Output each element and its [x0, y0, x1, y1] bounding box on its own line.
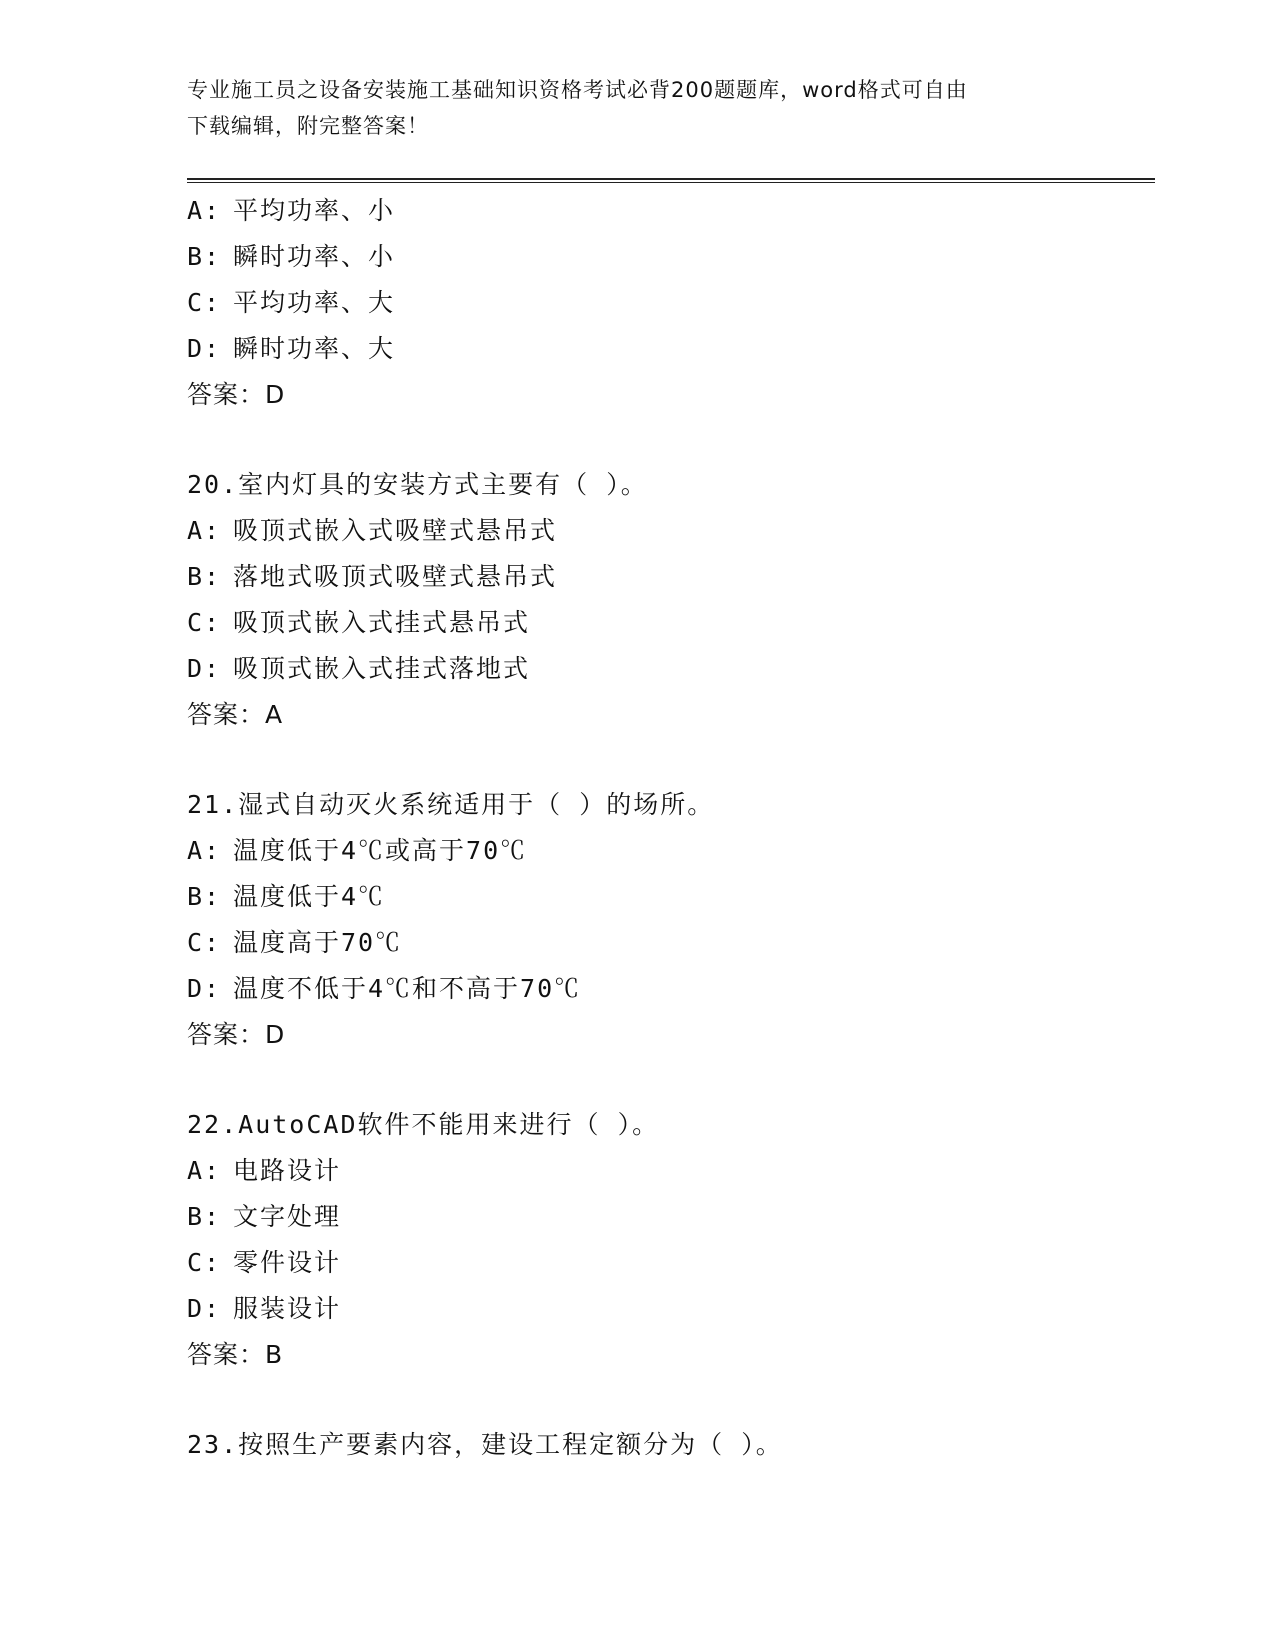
header-line-2: 下载编辑，附完整答案！ — [187, 114, 429, 138]
option-label: A: — [187, 1156, 222, 1185]
question-stem: 21.湿式自动灭火系统适用于（ ）的场所。 — [187, 790, 715, 819]
option-d — [187, 326, 1147, 372]
question-stem: 22.AutoCAD软件不能用来进行（ ）。 — [187, 1110, 660, 1139]
spacer — [187, 1378, 1147, 1422]
option-text: 吸顶式嵌入式挂式悬吊式 — [233, 608, 531, 637]
question-20 — [187, 462, 1147, 738]
option-label: D: — [187, 334, 222, 363]
option-c — [187, 920, 1147, 966]
option-label: C: — [187, 288, 222, 317]
option-text: 瞬时功率、小 — [233, 242, 396, 271]
option-label: A: — [187, 836, 222, 865]
option-text: 温度低于4℃ — [233, 882, 386, 911]
question-21 — [187, 782, 1147, 1058]
option-text: 平均功率、小 — [233, 196, 396, 225]
option-label: C: — [187, 928, 222, 957]
option-b — [187, 554, 1147, 600]
option-d — [187, 966, 1147, 1012]
answer-line: 答案：B — [187, 1340, 284, 1369]
option-text: 吸顶式嵌入式挂式落地式 — [233, 654, 531, 683]
option-label: D: — [187, 1294, 222, 1323]
option-text: 落地式吸顶式吸壁式悬吊式 — [233, 562, 558, 591]
question-list — [187, 188, 1147, 1468]
option-label: B: — [187, 562, 222, 591]
header-line-1: 专业施工员之设备安装施工基础知识资格考试必背200题题库，word格式可自由 — [187, 78, 968, 102]
option-b — [187, 234, 1147, 280]
option-text: 温度不低于4℃和不高于70℃ — [233, 974, 582, 1003]
option-c — [187, 280, 1147, 326]
option-label: C: — [187, 1248, 222, 1277]
option-label: B: — [187, 1202, 222, 1231]
option-b — [187, 874, 1147, 920]
question-23 — [187, 1422, 1147, 1468]
answer-line: 答案：D — [187, 380, 286, 409]
question-stem: 20.室内灯具的安装方式主要有（ ）。 — [187, 470, 648, 499]
option-a — [187, 828, 1147, 874]
question-19-continued — [187, 188, 1147, 418]
option-a — [187, 508, 1147, 554]
option-text: 平均功率、大 — [233, 288, 396, 317]
option-label: B: — [187, 242, 222, 271]
option-a — [187, 1148, 1147, 1194]
spacer — [187, 1058, 1147, 1102]
option-d — [187, 1286, 1147, 1332]
question-22 — [187, 1102, 1147, 1378]
option-text: 吸顶式嵌入式吸壁式悬吊式 — [233, 516, 558, 545]
question-stem: 23.按照生产要素内容，建设工程定额分为（ ）。 — [187, 1430, 783, 1459]
option-text: 服装设计 — [233, 1294, 342, 1323]
option-label: D: — [187, 654, 222, 683]
option-c — [187, 1240, 1147, 1286]
option-text: 温度低于4℃或高于70℃ — [233, 836, 528, 865]
answer-line: 答案：D — [187, 1020, 286, 1049]
option-label: B: — [187, 882, 222, 911]
option-label: D: — [187, 974, 222, 1003]
option-text: 温度高于70℃ — [233, 928, 403, 957]
option-label: C: — [187, 608, 222, 637]
document-header — [187, 72, 1087, 144]
option-label: A: — [187, 196, 222, 225]
option-a — [187, 188, 1147, 234]
option-text: 瞬时功率、大 — [233, 334, 396, 363]
option-text: 文字处理 — [233, 1202, 342, 1231]
spacer — [187, 418, 1147, 462]
option-text: 电路设计 — [233, 1156, 342, 1185]
option-d — [187, 646, 1147, 692]
option-b — [187, 1194, 1147, 1240]
spacer — [187, 738, 1147, 782]
option-text: 零件设计 — [233, 1248, 342, 1277]
option-label: A: — [187, 516, 222, 545]
option-c — [187, 600, 1147, 646]
answer-line: 答案：A — [187, 700, 284, 729]
header-divider — [187, 178, 1155, 183]
